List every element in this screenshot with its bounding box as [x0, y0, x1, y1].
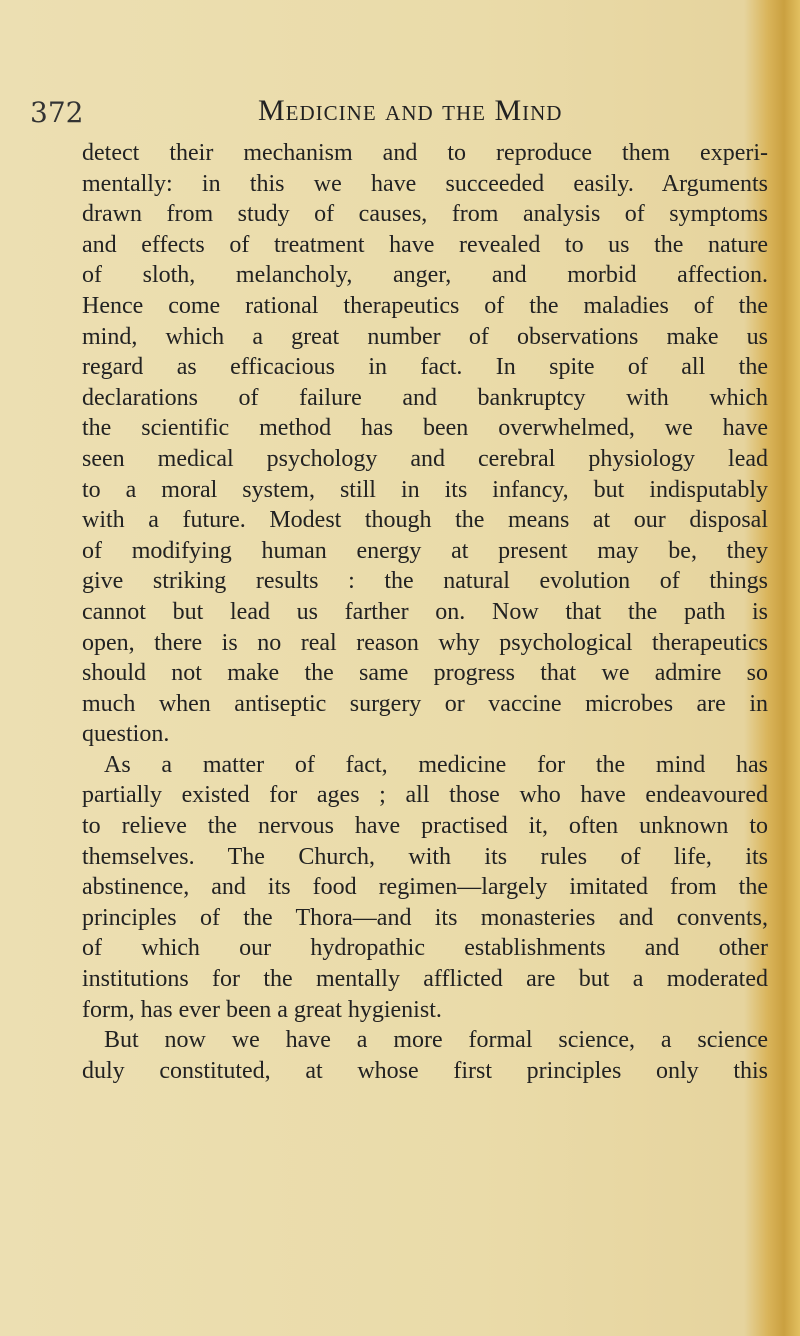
page-body-text	[82, 138, 768, 1086]
text-line: should not make the same progress that we admire so	[82, 660, 768, 687]
text-line: the scientific method has been overwhelmed, we have	[82, 415, 768, 442]
text-line: As a matter of fact, medicine for the mind has	[104, 751, 768, 778]
text-line: partially existed for ages ; all those who have endeavoured	[82, 782, 768, 809]
text-line: regard as efficacious in fact. In spite of all the	[82, 354, 768, 381]
running-title: Medicine and the Mind	[258, 94, 563, 127]
text-line: principles of the Thora—and its monasteries and convents,	[82, 904, 768, 931]
text-line: with a future. Modest though the means at our disposal	[82, 507, 768, 534]
text-line: Hence come rational therapeutics of the maladies of the	[82, 292, 768, 319]
text-line: and effects of treatment have revealed to us the nature	[82, 231, 768, 258]
text-line: to relieve the nervous have practised it, often unknown to	[82, 813, 768, 840]
text-line: form, has ever been a great hygienist.	[82, 996, 442, 1023]
text-line: of modifying human energy at present may be, they	[82, 537, 768, 564]
text-line: But now we have a more formal science, a science	[104, 1027, 768, 1054]
text-line: to a moral system, still in its infancy, but indisputably	[82, 476, 768, 503]
text-line: declarations of failure and bankruptcy with which	[82, 384, 768, 411]
page-number: 372	[30, 96, 84, 129]
text-line: drawn from study of causes, from analysis of symptoms	[82, 201, 768, 228]
text-line: abstinence, and its food regimen—largely imitated from the	[82, 874, 768, 901]
text-line: seen medical psychology and cerebral physiology lead	[82, 445, 768, 472]
text-line: question.	[82, 721, 170, 748]
text-line: mind, which a great number of observations make us	[82, 323, 768, 350]
text-line: cannot but lead us farther on. Now that the path is	[82, 598, 768, 625]
text-line: institutions for the mentally afflicted are but a moderated	[82, 966, 768, 993]
text-line: themselves. The Church, with its rules of life, its	[82, 843, 768, 870]
text-line: give striking results : the natural evolution of things	[82, 568, 768, 595]
text-line: detect their mechanism and to reproduce them experi-	[82, 140, 768, 166]
text-line: mentally: in this we have succeeded easily. Arguments	[82, 170, 768, 197]
text-line: of which our hydropathic establishments and other	[82, 935, 768, 962]
text-line: duly constituted, at whose first principles only this	[82, 1057, 768, 1084]
text-line: much when antiseptic surgery or vaccine microbes are in	[82, 690, 768, 717]
text-line: open, there is no real reason why psychological therapeutics	[82, 629, 768, 656]
text-line: of sloth, melancholy, anger, and morbid affection.	[82, 262, 768, 289]
